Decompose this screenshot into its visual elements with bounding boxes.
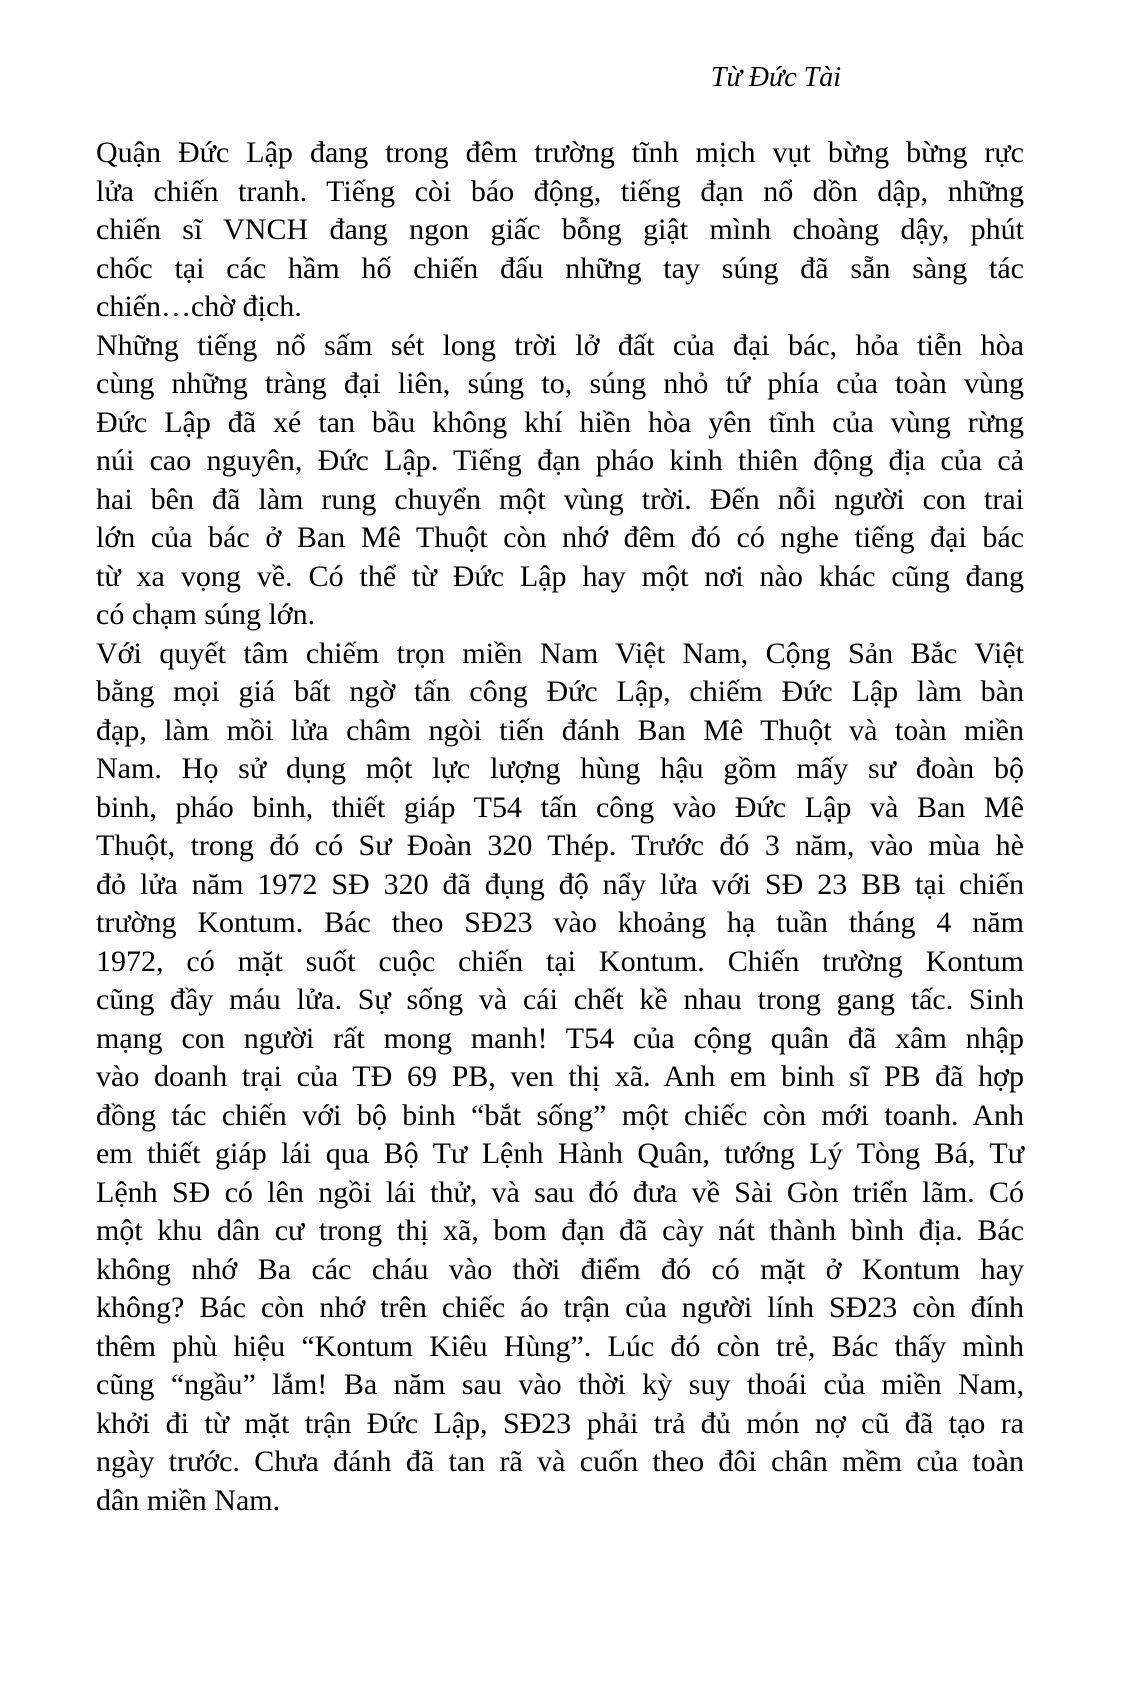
text-line: em thiết giáp lái qua Bộ Tư Lệnh Hành Quân, tướng Lý Tòng Bá, Tư <box>96 1137 1024 1170</box>
text-line: thêm phù hiệu “Kontum Kiêu Hùng”. Lúc đó còn trẻ, Bác thấy mình <box>96 1329 1024 1363</box>
text-line: Thuột, trong đó có Sư Đoàn 320 Thép. Trước đó 3 năm, vào mùa hè <box>96 829 1024 862</box>
text-line: dân miền Nam. <box>96 1483 281 1517</box>
text-line: cũng “ngầu” lắm! Ba năm sau vào thời kỳ suy thoái của miền Nam, <box>96 1368 1024 1401</box>
body-text <box>96 134 1024 1520</box>
text-line: đồng tác chiến với bộ binh “bắt sống” một chiếc còn mới toanh. Anh <box>96 1098 1024 1132</box>
text-line: Đức Lập đã xé tan bầu không khí hiền hòa yên tĩnh của vùng rừng <box>96 405 1024 439</box>
text-line: núi cao nguyên, Đức Lập. Tiếng đạn pháo kinh thiên động địa của cả <box>96 444 1024 477</box>
text-line: có chạm súng lớn. <box>96 598 316 631</box>
text-line: Lệnh SĐ có lên ngồi lái thử, và sau đó đưa về Sài Gòn triển lãm. Có <box>96 1175 1024 1209</box>
text-line: chiến…chờ địch. <box>96 290 302 323</box>
text-line: Những tiếng nổ sấm sét long trời lở đất của đại bác, hỏa tiễn hòa <box>96 328 1024 362</box>
text-line: không? Bác còn nhớ trên chiếc áo trận của người lính SĐ23 còn đính <box>96 1291 1024 1324</box>
text-line: Với quyết tâm chiếm trọn miền Nam Việt Nam, Cộng Sản Bắc Việt <box>96 636 1024 670</box>
text-line: cũng đầy máu lửa. Sự sống và cái chết kề nhau trong gang tấc. Sinh <box>96 983 1024 1016</box>
text-line: binh, pháo binh, thiết giáp T54 tấn công vào Đức Lập và Ban Mê <box>96 790 1024 824</box>
text-line: từ xa vọng về. Có thể từ Đức Lập hay một nơi nào khác cũng đang <box>96 559 1024 593</box>
text-line: chốc tại các hầm hố chiến đấu những tay súng đã sẵn sàng tác <box>96 251 1024 285</box>
running-header-author: Từ Đức Tài <box>710 62 841 93</box>
text-line: bằng mọi giá bất ngờ tấn công Đức Lập, chiếm Đức Lập làm bàn <box>96 675 1024 708</box>
text-line: mạng con người rất mong manh! T54 của cộng quân đã xâm nhập <box>96 1021 1024 1055</box>
text-line: không nhớ Ba các cháu vào thời điểm đó có mặt ở Kontum hay <box>96 1252 1024 1286</box>
text-line: chiến sĩ VNCH đang ngon giấc bỗng giật mình choàng dậy, phút <box>96 213 1024 246</box>
text-line: 1972, có mặt suốt cuộc chiến tại Kontum. Chiến trường Kontum <box>96 944 1024 978</box>
text-line: cùng những tràng đại liên, súng to, súng nhỏ tứ phía của toàn vùng <box>96 367 1024 400</box>
text-line: lớn của bác ở Ban Mê Thuột còn nhớ đêm đó có nghe tiếng đại bác <box>96 521 1024 554</box>
text-line: Nam. Họ sử dụng một lực lượng hùng hậu gồm mấy sư đoàn bộ <box>96 752 1024 785</box>
text-line: trường Kontum. Bác theo SĐ23 vào khoảng hạ tuần tháng 4 năm <box>96 906 1024 939</box>
text-line: ngày trước. Chưa đánh đã tan rã và cuốn theo đôi chân mềm của toàn <box>96 1445 1024 1478</box>
text-line: khởi đi từ mặt trận Đức Lập, SĐ23 phải trả đủ món nợ cũ đã tạo ra <box>96 1406 1024 1440</box>
text-line: đạp, làm mồi lửa châm ngòi tiến đánh Ban Mê Thuột và toàn miền <box>96 713 1024 747</box>
text-line: hai bên đã làm rung chuyển một vùng trời. Đến nỗi người con trai <box>96 482 1024 516</box>
text-line: một khu dân cư trong thị xã, bom đạn đã cày nát thành bình địa. Bác <box>96 1214 1024 1247</box>
text-line: đỏ lửa năm 1972 SĐ 320 đã đụng độ nẩy lửa với SĐ 23 BB tại chiến <box>96 867 1024 901</box>
text-line: lửa chiến tranh. Tiếng còi báo động, tiếng đạn nổ dồn dập, những <box>96 174 1024 208</box>
text-line: Quận Đức Lập đang trong đêm trường tĩnh mịch vụt bừng bừng rực <box>96 136 1024 169</box>
text-line: vào doanh trại của TĐ 69 PB, ven thị xã. Anh em binh sĩ PB đã hợp <box>96 1060 1024 1093</box>
